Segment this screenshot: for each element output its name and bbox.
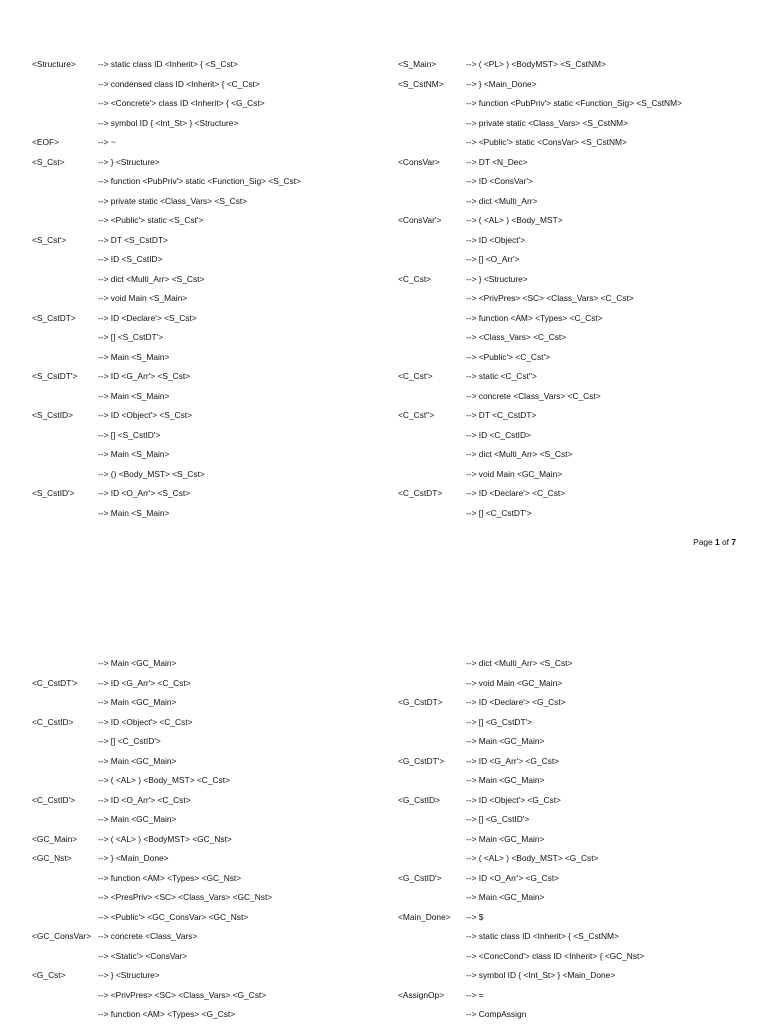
rule-nonterminal: <C_Cst'> — [398, 371, 433, 381]
document-page-2 — [0, 640, 768, 1024]
rule-production: --> void Main <GC_Main> — [466, 468, 563, 479]
rule-nonterminal: <C_CstDT> — [398, 488, 443, 498]
rule-production: --> private static <Class_Vars> <S_Cst> — [98, 195, 248, 206]
rule-production: --> Main <S_Main> — [98, 507, 170, 518]
rule-production: --> ID <Object'> <G_Cst> — [466, 794, 561, 805]
rule-production: --> static class ID <Inherit> { <S_CstNM> — [466, 931, 619, 941]
rule-production: --> Main <GC_Main> — [98, 755, 177, 766]
rule-production: --> [] <O_Arr'> — [466, 254, 520, 264]
page-number-current: 1 — [715, 537, 720, 547]
page-number-middle: of — [719, 537, 732, 547]
rule-production: --> $ — [466, 911, 484, 922]
rule-production: --> ~ — [98, 137, 116, 147]
rule-production: --> function <AM> <Types> <G_Cst> — [98, 1009, 236, 1019]
rule-production: --> function <PubPriv'> static <Function_Sig> <S_Cst> — [98, 176, 301, 186]
rule-production: --> = — [466, 989, 484, 1000]
rule-nonterminal: <S_CstNM> — [398, 78, 444, 89]
rule-nonterminal: <G_CstID'> — [398, 872, 442, 883]
rule-nonterminal: <S_Cst> — [32, 156, 65, 167]
rule-production: --> dict <Multi_Arr> — [466, 195, 538, 206]
rule-production: --> ( <PL> ) <BodyMST> <S_CstNM> — [466, 59, 606, 69]
rule-production: --> <Public'> static <S_Cst'> — [98, 215, 204, 225]
rule-nonterminal: <Main_Done> — [398, 911, 451, 922]
rule-production: --> <Public'> static <ConsVar> <S_CstNM> — [466, 137, 627, 147]
rule-production: --> <PrivPres> <SC> <Class_Vars> <C_Cst> — [466, 293, 634, 303]
rule-production: --> ( <AL> ) <Body_MST> — [466, 215, 563, 225]
page-number-total: 7 — [731, 537, 736, 547]
rule-nonterminal: <Structure> — [32, 59, 76, 69]
rule-production: --> ID <O_Arr'> <C_Cst> — [98, 794, 191, 805]
rule-production: --> Main <GC_Main> — [466, 775, 545, 785]
rule-production: --> } <Main_Done> — [466, 78, 537, 89]
rule-production: --> Main <GC_Main> — [466, 736, 545, 746]
rule-production: --> ID <G_Arr'> <C_Cst> — [98, 677, 191, 688]
rule-production: --> ID <Object'> — [466, 234, 526, 245]
rule-production: --> function <AM> <Types> <GC_Nst> — [98, 872, 242, 883]
rule-production: --> <PresPriv> <SC> <Class_Vars> <GC_Nst> — [98, 892, 273, 902]
rule-production: --> ID <G_Arr'> <G_Cst> — [466, 755, 560, 766]
rule-nonterminal: <AssignOp> — [398, 989, 445, 1000]
rule-production: --> <Class_Vars> <C_Cst> — [466, 332, 567, 342]
rule-production: --> [] <S_CstDT'> — [98, 332, 164, 342]
rule-production: --> } <Structure> — [98, 970, 160, 980]
rule-production: --> symbol ID { <Int_St> } <Structure> — [98, 117, 239, 128]
rule-production: --> DT <N_Dec> — [466, 156, 528, 167]
rule-production: --> Main <S_Main> — [98, 449, 170, 459]
rule-production: --> ID <ConsVar'> — [466, 176, 533, 186]
rule-production: --> [] <G_CstDT'> — [466, 716, 533, 727]
rule-nonterminal: <GC_Nst> — [32, 853, 72, 863]
rule-production: --> } <Structure> — [466, 273, 528, 284]
rule-nonterminal: <GC_ConsVar> — [32, 931, 91, 941]
rule-nonterminal: <G_CstDT'> — [398, 755, 445, 766]
rule-nonterminal: <GC_Main> — [32, 833, 78, 844]
rule-production: --> [] <C_CstID'> — [98, 736, 161, 746]
rule-production: --> } <Main_Done> — [98, 853, 169, 863]
rule-production: --> Main <GC_Main> — [466, 833, 545, 844]
rule-production: --> dict <Multi_Arr> <S_Cst> — [466, 658, 573, 668]
rule-production: --> ( <AL> ) <Body_MST> <C_Cst> — [98, 775, 230, 785]
rule-production: --> symbol ID { <Int_St> } <Main_Done> — [466, 970, 616, 980]
rule-nonterminal: <ConsVar'> — [398, 215, 442, 225]
rule-production: --> private static <Class_Vars> <S_CstNM> — [466, 117, 629, 128]
rule-nonterminal: <G_CstID> — [398, 794, 440, 805]
rule-nonterminal: <C_Cst> — [398, 273, 432, 284]
rule-production: --> [] <G_CstID'> — [466, 814, 530, 824]
rule-production: --> void Main <S_Main> — [98, 293, 188, 303]
rule-production: --> Main <GC_Main> — [98, 814, 177, 824]
rule-nonterminal: <G_Cst> — [32, 970, 66, 980]
rule-production: --> void Main <GC_Main> — [466, 677, 563, 688]
rule-production: --> Main <S_Main> — [98, 390, 170, 401]
rule-production: --> dict <Multi_Arr> <S_Cst> — [98, 273, 205, 284]
rule-nonterminal: <C_CstID'> — [32, 794, 76, 805]
rule-production: --> concrete <Class_Vars> — [98, 931, 198, 941]
rule-production: --> <ConcCond'> class ID <Inherit> { <GC_Nst> — [466, 950, 645, 961]
rule-production: --> () <Body_MST> <S_Cst> — [98, 468, 205, 479]
rule-production: --> concrete <Class_Vars> <C_Cst> — [466, 390, 601, 401]
rule-production: --> ID <Object'> <S_Cst> — [98, 410, 192, 420]
rule-nonterminal: <C_CstDT'> — [32, 677, 78, 688]
rule-nonterminal: <S_CstID> — [32, 410, 73, 420]
rule-nonterminal: <ConsVar> — [398, 156, 440, 167]
rule-production: --> ID <Declare'> <G_Cst> — [466, 697, 566, 707]
rule-production: --> DT <C_CstDT> — [466, 410, 537, 420]
rule-production: --> ID <S_CstID> — [98, 254, 163, 264]
rule-nonterminal: <EOF> — [32, 137, 59, 147]
rule-production: --> <Concrete'> class ID <Inherit> { <G_Cst> — [98, 98, 265, 108]
rule-production: --> ID <C_CstID> — [466, 429, 531, 440]
rule-production: --> <Public'> <C_Cst'> — [466, 351, 550, 362]
rule-production: --> static class ID <Inherit> { <S_Cst> — [98, 59, 238, 69]
rule-production: --> ID <Declare'> <S_Cst> — [98, 312, 197, 323]
rule-production: --> ID <G_Arr'> <S_Cst> — [98, 371, 191, 381]
rule-nonterminal: <S_Cst'> — [32, 234, 67, 245]
rule-production: --> condensed class ID <Inherit> { <C_Cst> — [98, 78, 260, 89]
rule-nonterminal: <C_CstID> — [32, 716, 74, 727]
rule-production: --> DT <S_CstDT> — [98, 234, 168, 245]
rule-nonterminal: <S_CstID'> — [32, 488, 75, 498]
rule-production: --> <Static'> <ConsVar> — [98, 950, 188, 961]
rule-production: --> <PrivPres> <SC> <Class_Vars> <G_Cst> — [98, 989, 267, 1000]
page-number-prefix: Page — [693, 537, 716, 547]
page-number — [693, 536, 736, 548]
rule-production: --> CompAssign — [466, 1009, 527, 1019]
rule-production: --> function <PubPriv'> static <Function_Sig> <S_CstNM> — [466, 98, 682, 108]
rule-nonterminal: <G_CstDT> — [398, 697, 443, 707]
rule-production: --> dict <Multi_Arr> <S_Cst> — [466, 449, 573, 459]
rule-production: --> ID <O_Arr'> <G_Cst> — [466, 872, 560, 883]
rule-production: --> function <AM> <Types> <C_Cst> — [466, 312, 603, 323]
rule-production: --> ( <AL> ) <BodyMST> <GC_Nst> — [98, 833, 232, 844]
rule-production: --> Main <GC_Main> — [98, 658, 177, 668]
rule-production: --> ID <O_Arr'> <S_Cst> — [98, 488, 191, 498]
rule-nonterminal: <S_CstDT> — [32, 312, 76, 323]
rule-nonterminal: <S_CstDT'> — [32, 371, 78, 381]
rule-production: --> } <Structure> — [98, 156, 160, 167]
rule-production: --> [] <S_CstID'> — [98, 429, 161, 440]
rule-production: --> Main <GC_Main> — [98, 697, 177, 707]
rule-production: --> [] <C_CstDT'> — [466, 507, 532, 518]
rule-production: --> Main <GC_Main> — [466, 892, 545, 902]
rule-production: --> ID <Declare'> <C_Cst> — [466, 488, 566, 498]
rule-nonterminal: <S_Main> — [398, 59, 437, 69]
rule-production: --> ( <AL> ) <Body_MST> <G_Cst> — [466, 853, 599, 863]
rule-nonterminal: <C_Cst''> — [398, 410, 435, 420]
rule-production: --> ID <Object'> <C_Cst> — [98, 716, 193, 727]
rule-production: --> Main <S_Main> — [98, 351, 170, 362]
rule-production: --> <Public'> <GC_ConsVar> <GC_Nst> — [98, 911, 249, 922]
rule-production: --> static <C_Cst''> — [466, 371, 537, 381]
